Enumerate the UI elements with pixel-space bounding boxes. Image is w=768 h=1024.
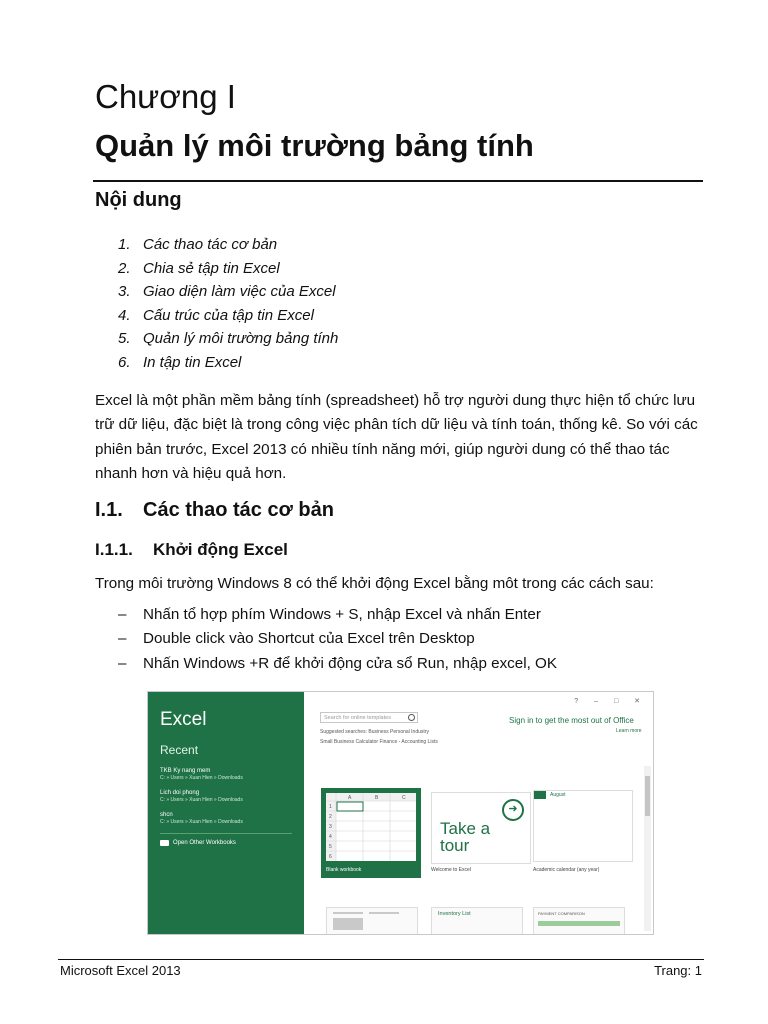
recent-file: shcn C: » Users » Xuan Hien » Downloads xyxy=(160,812,243,825)
suggested-searches: Suggested searches: Business Personal Industry xyxy=(320,729,429,735)
sign-in-link: Sign in to get the most out of Office xyxy=(509,716,634,725)
excel-start-screenshot xyxy=(147,691,654,935)
title-rule xyxy=(93,180,703,182)
recent-file: Lich doi phong C: » Users » Xuan Hien » Downloads xyxy=(160,790,243,803)
search-icon xyxy=(408,714,415,721)
toc-item: 6. In tập tin Excel xyxy=(118,353,242,371)
table-of-contents xyxy=(118,235,338,376)
svg-text:6: 6 xyxy=(329,854,332,860)
svg-text:5: 5 xyxy=(329,844,332,850)
subsection-title: Khởi động Excel xyxy=(153,540,288,559)
template-thumbnail xyxy=(326,907,418,935)
calendar-icon xyxy=(534,791,632,801)
contents-heading: Nội dung xyxy=(95,189,182,211)
toc-item: 5. Quản lý môi trường bảng tính xyxy=(118,330,339,347)
arrow-right-icon: ➜ xyxy=(502,799,524,821)
tile-label: Academic calendar (any year) xyxy=(533,867,600,873)
learn-more-link: Learn more xyxy=(616,728,642,734)
tile-label: Welcome to Excel xyxy=(431,867,471,873)
academic-calendar-tile xyxy=(533,790,633,862)
section-number: I.1. xyxy=(95,499,123,521)
list-item: – Nhấn tổ hợp phím Windows + S, nhập Excel và nhấn Enter xyxy=(118,606,541,623)
app-name: Excel xyxy=(160,709,207,730)
recent-file: TKB Ky nang mem C: » Users » Xuan Hien » Downloads xyxy=(160,768,243,781)
folder-icon xyxy=(160,840,169,846)
section-title: Các thao tác cơ bản xyxy=(143,499,334,521)
window-controls: ? – □ ✕ xyxy=(574,698,647,705)
method-list xyxy=(118,606,557,679)
toc-item: 1. Các thao tác cơ bản xyxy=(118,236,278,253)
subsection-heading xyxy=(95,540,288,560)
sidebar-divider xyxy=(160,833,292,834)
open-other-workbooks: Open Other Workbooks xyxy=(160,840,236,846)
svg-text:3: 3 xyxy=(329,824,332,830)
svg-text:2: 2 xyxy=(329,814,332,820)
tour-text: Take a tour xyxy=(440,819,491,855)
list-item: – Nhấn Windows +R để khởi động cửa sổ Run, nhập excel, OK xyxy=(118,654,557,672)
blank-workbook-tile xyxy=(321,788,421,878)
scrollbar xyxy=(644,766,651,931)
svg-text:4: 4 xyxy=(329,834,332,840)
footer-page-number: Trang: 1 xyxy=(654,963,702,978)
lead-sentence: Trong môi trường Windows 8 có thể khởi động Excel bằng môt trong các cách sau: xyxy=(95,575,654,592)
section-heading xyxy=(95,499,334,522)
svg-text:C: C xyxy=(402,795,406,801)
intro-paragraph: Excel là một phần mềm bảng tính (spreadsheet) hỗ trợ người dung thực hiện tổ chức lưu trữ dữ liệu, đặc biệt là trong công việc phân tích dữ liệu và tính toán, thống kê. So với các phiên bản trước, Excel 2013 có nhiều tính năng mới, giúp người dung có thể thao tác nhanh hơn và hiệu quả hơn. xyxy=(95,392,698,482)
suggested-searches: Small Business Calculator Finance - Accounting Lists xyxy=(320,739,438,745)
start-sidebar xyxy=(148,692,304,934)
svg-text:A: A xyxy=(348,795,352,801)
toc-item: 2. Chia sẻ tập tin Excel xyxy=(118,259,280,277)
template-thumbnail: PAYMENT COMPARISON xyxy=(533,907,625,935)
take-a-tour-tile xyxy=(431,792,531,864)
subsection-number: I.1.1. xyxy=(95,540,133,559)
tile-label: Blank workbook xyxy=(326,867,362,873)
list-item: – Double click vào Shortcut của Excel trên Desktop xyxy=(118,630,475,648)
page-title: Quản lý môi trường bảng tính xyxy=(95,128,534,163)
recent-label: Recent xyxy=(160,743,199,757)
footer-document-title: Microsoft Excel 2013 xyxy=(60,963,181,978)
toc-item: 4. Cấu trúc của tập tin Excel xyxy=(118,306,314,324)
calendar-month: August xyxy=(550,792,566,798)
toc-item: 3. Giao diện làm việc của Excel xyxy=(118,283,336,300)
sheet-grid-icon xyxy=(326,793,416,861)
template-search-input: Search for online templates xyxy=(320,712,418,723)
svg-text:1: 1 xyxy=(329,804,332,810)
footer-rule xyxy=(58,959,704,960)
chapter-label: Chương I xyxy=(95,78,236,115)
template-thumbnail: Inventory List xyxy=(431,907,523,935)
svg-text:B: B xyxy=(375,795,379,801)
